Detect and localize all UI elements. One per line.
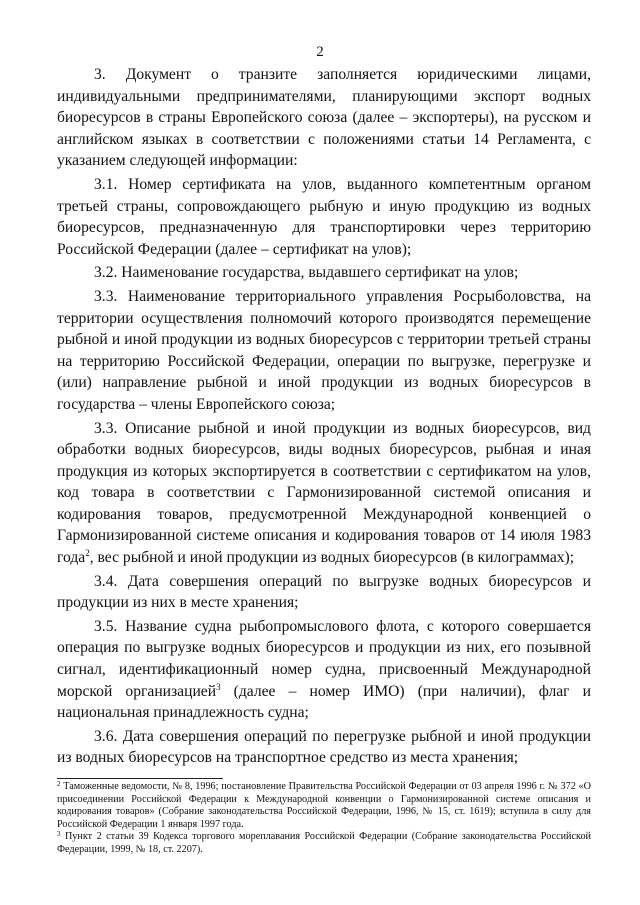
paragraph-3: 3. Документ о транзите заполняется юридическими лицами, индивидуальными предпринимателями, планирующими экспорт водных биоресурсов в страны Европейского союза (далее – экспортеры), на русском и английском языках в соответствии с положениями статьи 14 Регламента, с указанием следующей информации: [57,66,591,170]
paragraph-3-2: 3.2. Наименование государства, выдавшего сертификат на улов; [94,264,519,282]
paragraph-text: (далее – номер ИМО) (при наличии), флаг и национальная принадлежность судна; [57,682,591,722]
page-number: 2 [316,44,324,60]
footnote-text: Пункт 2 статьи 39 Кодекса торгового мореплавания Российской Федерации (Собрание законодательства Российской Федерации, 1999, № 18, ст. 2207). [57,831,591,855]
footnote-3 [57,831,591,856]
paragraph-3-5 [57,616,591,724]
paragraph-3-4: 3.4. Дата совершения операций по выгрузке водных биоресурсов и продукции из них в месте хранения; [57,572,591,612]
paragraph-text: 3.3. Описание рыбной и иной продукции из водных биоресурсов, вид обработки водных биоресурсов, виды водных биоресурсов, рыбная и иная продукция из которых экспортируется в соответствии с сертификатом на улов, код товара в соответствии с Гармонизированной системой описания и кодирования товаров, предусмотренной Международной конвенцией о Гармонизированной системе описания и кодирования товаров от 14 июля 1983 года [57,419,591,567]
paragraph-3-6: 3.6. Дата совершения операций по перегрузке рыбной и иной продукции из водных биоресурсов на транспортное средство из места хранения; [57,727,591,767]
document-body [57,64,591,769]
paragraph-text: , вес рыбной и иной продукции из водных биоресурсов (в килограммах); [89,549,575,567]
footnote-reference-2: 2 [85,548,90,559]
footnote-mark: 2 [57,780,61,788]
paragraph-3-3: 3.3. Наименование территориального управления Росрыболовства, на территории осуществления полномочий которого производятся перемещение рыбной и иной продукции из водных биоресурсов с территории третьей страны на территорию Российской Федерации, операции по выгрузке, перегрузке и (или) направление рыбной и иной продукции из водных биоресурсов в государства – члены Европейского союза; [57,287,591,413]
footnotes [57,781,591,857]
footnote-separator [57,778,223,779]
paragraph-3-3-description [57,418,591,569]
paragraph-text: 3.5. Название судна рыбопромыслового флота, с которого совершается операция по выгрузке водных биоресурсов и продукции из них, его позывной сигнал, идентификационный номер судна, присвоенный Международной морской организацией [57,617,591,700]
footnote-reference-3: 3 [216,681,221,692]
paragraph-3-1: 3.1. Номер сертификата на улов, выданного компетентным органом третьей страны, сопровождающего рыбную и иную продукцию из водных биоресурсов, предназначенную для транспортировки через территорию Российской Федерации (далее – сертификат на улов); [57,175,591,258]
footnote-2 [57,781,591,831]
footnote-text: Таможенные ведомости, № 8, 1996; постановление Правительства Российской Федерации от 03 апреля 1996 г. № 372 «О присоединении Российской Федерации к Международной конвенции о Гармонизированной системе описания и кодирования товаров» (Собрание законодательства Российской Федерации, 1996, № 15, ст. 1619); вступила в силу для Российской Федерации 1 января 1997 года. [57,781,591,830]
footnote-mark: 3 [57,830,61,839]
